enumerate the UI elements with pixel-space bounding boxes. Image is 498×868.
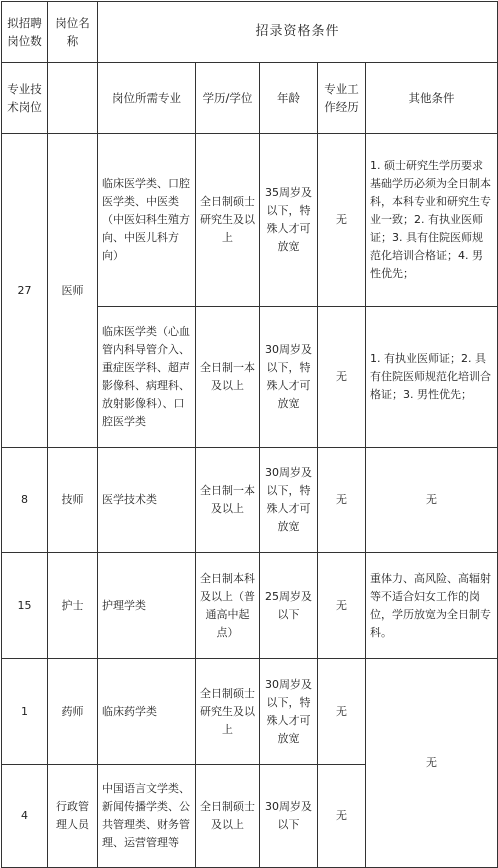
count-cell: 15: [2, 553, 48, 659]
header-education: 学历/学位: [196, 63, 260, 134]
experience-cell: 无: [318, 134, 366, 307]
age-cell: 30周岁及以下: [260, 765, 318, 868]
header-conditions: 招录资格条件: [98, 2, 498, 63]
experience-cell: 无: [318, 553, 366, 659]
age-cell: 25周岁及以下: [260, 553, 318, 659]
count-cell: 8: [2, 448, 48, 553]
major-cell: 中国语言文学类、新闻传播学类、公共管理类、财务管理、运营管理等: [98, 765, 196, 868]
age-cell: 30周岁及以下，特殊人才可放宽: [260, 307, 318, 448]
other-cell: 1. 硕士研究生学历要求基础学历必须为全日制本科，本科专业和研究生专业一致；2. 有执业医师证；3. 具有住院医师规范化培训合格证；4. 男性优先；: [366, 134, 498, 307]
header-position-name: 岗位名称: [48, 2, 98, 63]
age-cell: 35周岁及以下，特殊人才可放宽: [260, 134, 318, 307]
education-cell: 全日制硕士及以上: [196, 765, 260, 868]
position-cell: 技师: [48, 448, 98, 553]
age-cell: 30周岁及以下，特殊人才可放宽: [260, 448, 318, 553]
header-category: 专业技术岗位: [2, 63, 48, 134]
other-cell: 重体力、高风险、高辐射等不适合妇女工作的岗位，学历放宽为全日制专科。: [366, 553, 498, 659]
education-cell: 全日制一本及以上: [196, 307, 260, 448]
experience-cell: 无: [318, 307, 366, 448]
major-cell: 护理学类: [98, 553, 196, 659]
age-cell: 30周岁及以下，特殊人才可放宽: [260, 659, 318, 765]
merged-other-cell: 无: [366, 659, 498, 868]
table-row: [2, 553, 498, 659]
experience-cell: 无: [318, 659, 366, 765]
education-cell: 全日制一本及以上: [196, 448, 260, 553]
experience-cell: 无: [318, 765, 366, 868]
header-age: 年龄: [260, 63, 318, 134]
major-cell: 临床药学类: [98, 659, 196, 765]
count-cell: 4: [2, 765, 48, 868]
header-other: 其他条件: [366, 63, 498, 134]
count-cell: 1: [2, 659, 48, 765]
other-cell: 1. 有执业医师证；2. 具有住院医师规范化培训合格证；3. 男性优先；: [366, 307, 498, 448]
position-cell: 行政管理人员: [48, 765, 98, 868]
table-row: [2, 659, 498, 765]
header-count: 拟招聘岗位数: [2, 2, 48, 63]
position-cell: 医师: [48, 134, 98, 448]
count-cell: 27: [2, 134, 48, 448]
education-cell: 全日制本科及以上（普通高中起点）: [196, 553, 260, 659]
header-row-1: [2, 2, 498, 63]
position-cell: 护士: [48, 553, 98, 659]
position-cell: 药师: [48, 659, 98, 765]
header-major: 岗位所需专业: [98, 63, 196, 134]
other-cell: 无: [366, 448, 498, 553]
major-cell: 医学技术类: [98, 448, 196, 553]
experience-cell: 无: [318, 448, 366, 553]
major-cell: 临床医学类、口腔医学类、中医类（中医妇科生殖方向、中医儿科方向）: [98, 134, 196, 307]
table-row: [2, 134, 498, 307]
header-experience: 专业工作经历: [318, 63, 366, 134]
major-cell: 临床医学类（心血管内科导管介入、重症医学科、超声影像科、病理科、放射影像科）、口腔医学类: [98, 307, 196, 448]
header-row-2: [2, 63, 498, 134]
recruitment-table: [1, 1, 498, 868]
education-cell: 全日制硕士研究生及以上: [196, 134, 260, 307]
header-blank: [48, 63, 98, 134]
table-row: [2, 448, 498, 553]
education-cell: 全日制硕士研究生及以上: [196, 659, 260, 765]
